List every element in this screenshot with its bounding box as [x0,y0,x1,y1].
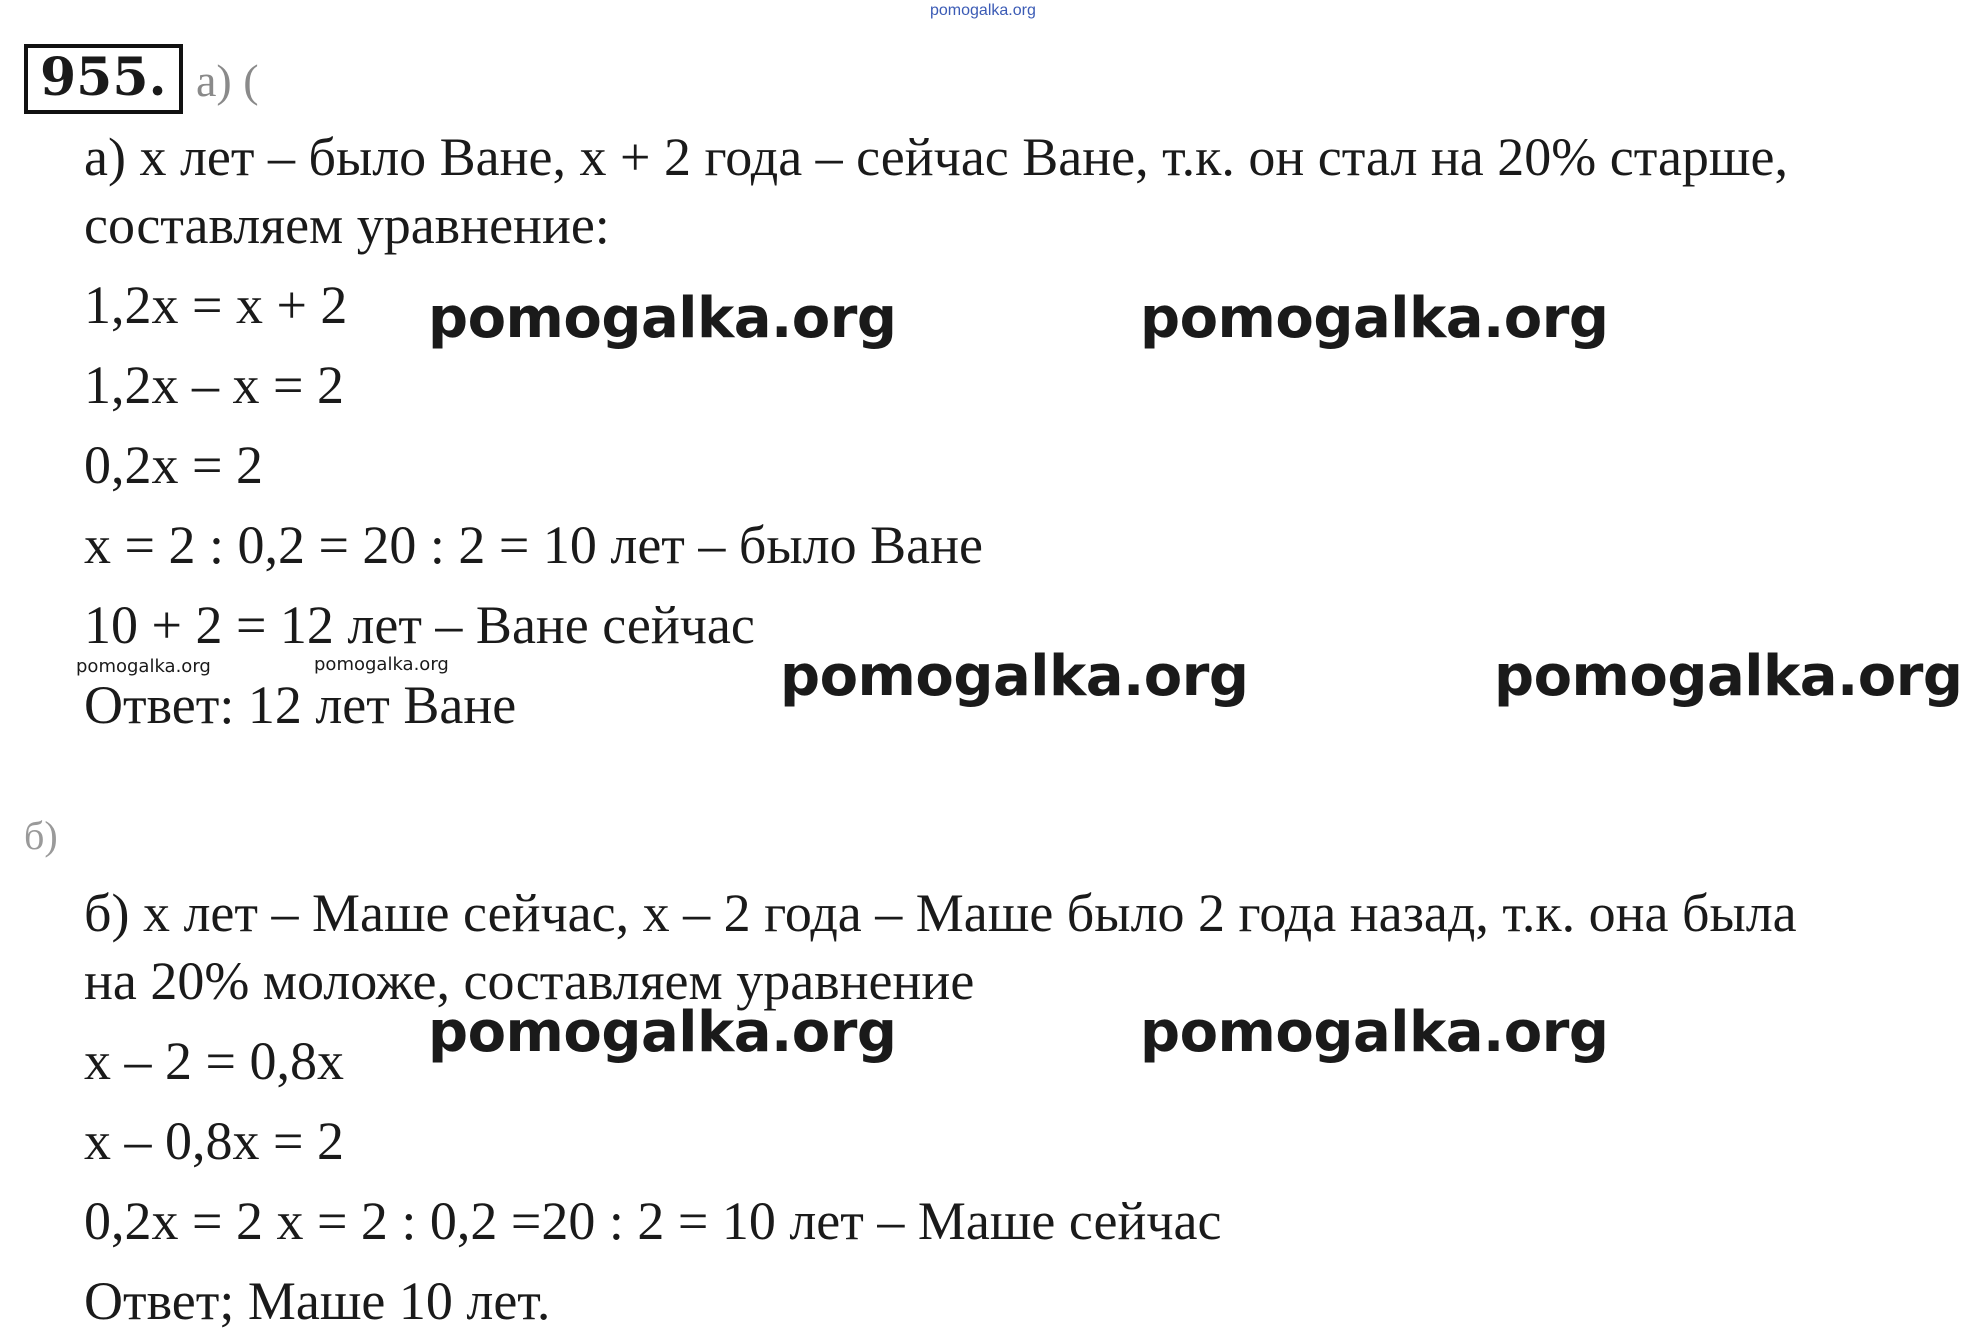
top-watermark: pomogalka.org [930,2,1036,19]
part-b-intro-line1: б) х лет – Маше сейчас, х – 2 года – Маше было 2 года назад, т.к. она была [84,883,1797,943]
watermark-small: pomogalka.org [314,654,449,675]
part-a-eq5: 10 + 2 = 12 лет – Ване сейчас [84,595,755,655]
part-a-intro-line1: а) х лет – было Ване, х + 2 года – сейчас Ване, т.к. он стал на 20% старше, [84,127,1788,187]
watermark-big: pomogalka.org [428,286,897,351]
watermark-big: pomogalka.org [1494,644,1963,709]
part-a-eq3: 0,2х = 2 [84,435,263,495]
watermark-big: pomogalka.org [428,1000,897,1065]
part-a-eq2: 1,2х – х = 2 [84,355,344,415]
part-b-eq3: 0,2х = 2 х = 2 : 0,2 =20 : 2 = 10 лет – Маше сейчас [84,1191,1222,1251]
part-a-eq1: 1,2х = х + 2 [84,275,348,335]
watermark-big: pomogalka.org [1140,286,1609,351]
header-fragment: а) ( [196,55,259,106]
part-b-fragment: б) [24,813,58,858]
watermark-big: pomogalka.org [780,644,1249,709]
part-a-intro-line2: составляем уравнение: [84,195,610,255]
part-b-answer: Ответ; Маше 10 лет. [84,1271,551,1331]
watermark-small: pomogalka.org [76,656,211,677]
part-b-eq1: х – 2 = 0,8х [84,1031,344,1091]
problem-number: 955. [24,44,183,114]
part-b-intro-line2: на 20% моложе, составляем уравнение [84,951,975,1011]
part-b-eq2: х – 0,8х = 2 [84,1111,344,1171]
part-a-answer: Ответ: 12 лет Ване [84,675,517,735]
watermark-big: pomogalka.org [1140,1000,1609,1065]
part-a-eq4: х = 2 : 0,2 = 20 : 2 = 10 лет – было Ване [84,515,983,575]
